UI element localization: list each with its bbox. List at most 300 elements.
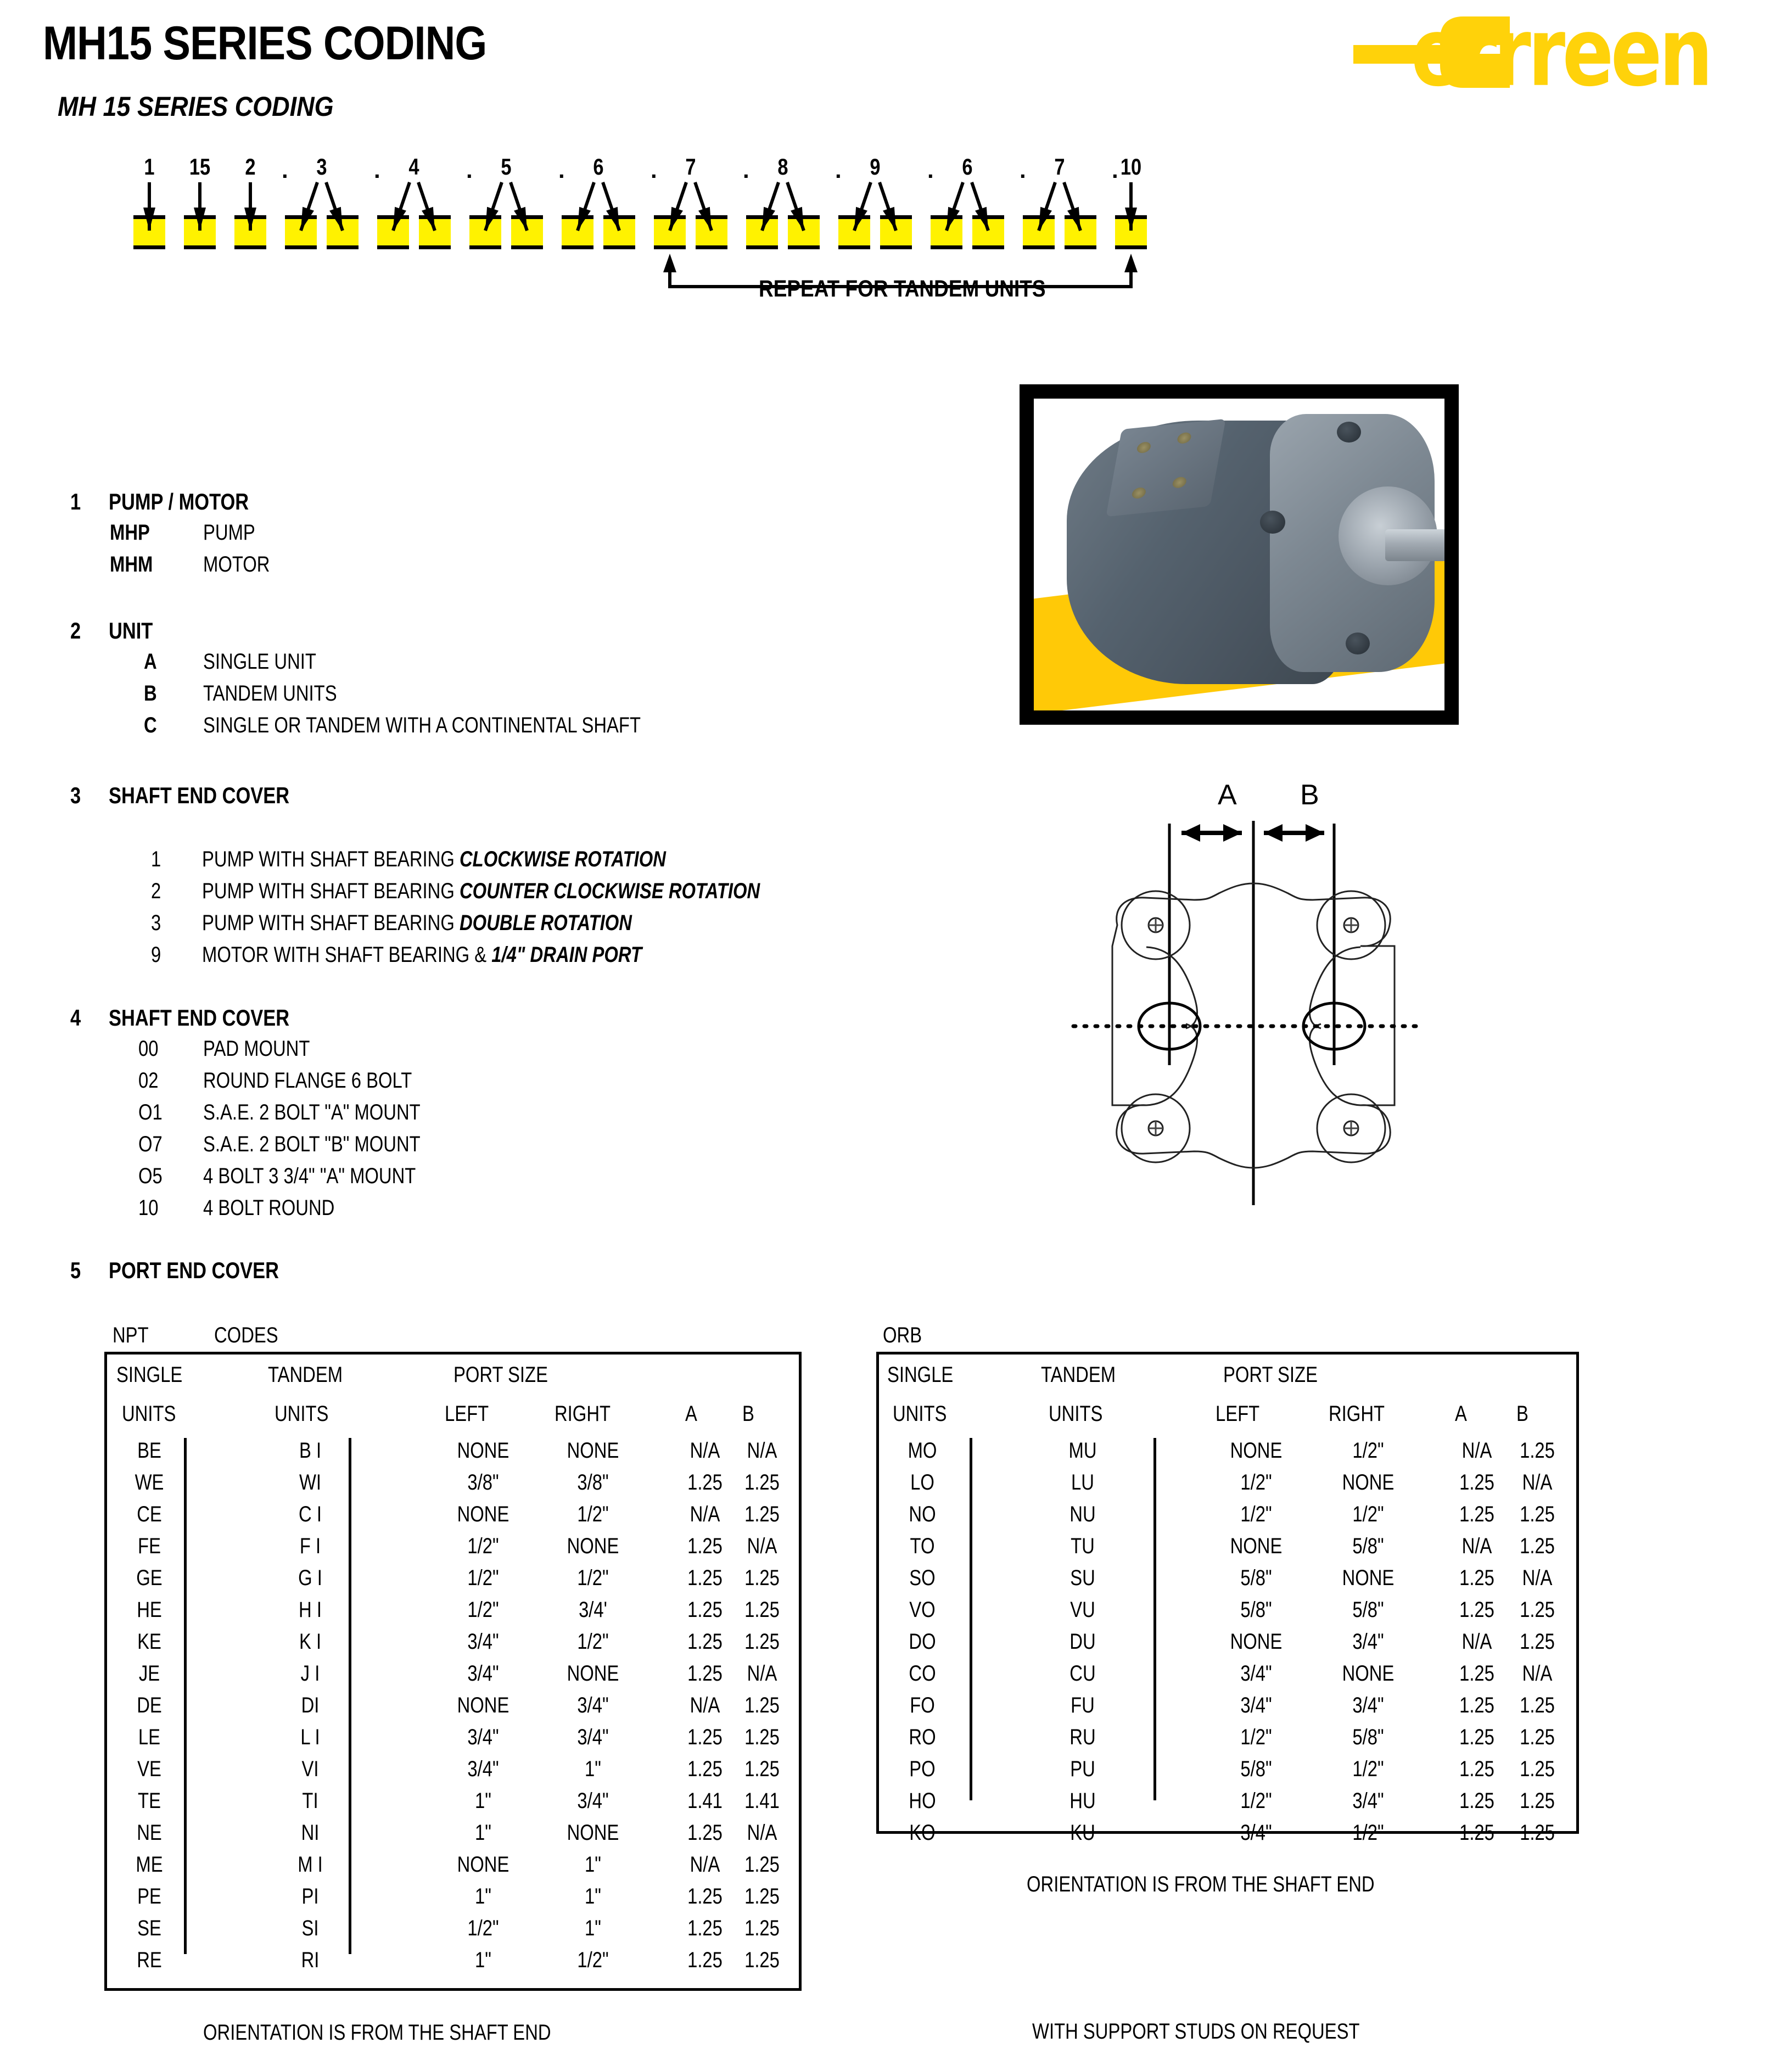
npt-header-single: SINGLE [116,1363,183,1387]
section-4-item-4-text: 4 BOLT 3 3/4" "A" MOUNT [203,1164,416,1188]
section-2-item-2-code: C [144,713,157,737]
npt-cell-tandem: F I [299,1534,321,1558]
coding-group-arrows [1060,180,1202,243]
orb-cell-left: 5/8" [1240,1598,1272,1622]
orb-cell-right: NONE [1342,1566,1395,1590]
section-3-item-1-emph: COUNTER CLOCKWISE ROTATION [459,879,760,903]
npt-cell-b: 1.25 [744,1693,780,1717]
dim-arrow-a-head-left [1181,824,1200,842]
section-4-title: SHAFT END COVER [109,1005,290,1031]
npt-cell-left: 1" [475,1884,491,1908]
npt-cell-tandem: DI [301,1693,320,1717]
orb-cell-single: SO [909,1566,936,1590]
orb-cell-b: 1.25 [1520,1502,1555,1526]
npt-cell-a: N/A [690,1438,720,1463]
section-3-item-3-text [202,943,642,967]
section-3-item-3-plain: MOTOR WITH SHAFT BEARING & [202,943,487,967]
npt-cell-single: WE [135,1470,164,1495]
pump-motor-photo [1020,384,1459,725]
coding-group-label: 6 [593,154,604,180]
orb-header-tandem: TANDEM [1041,1363,1116,1387]
coding-group-label: 5 [501,154,512,180]
photo-bolt-hole-icon [1337,422,1361,443]
orb-header-b: B [1516,1402,1528,1426]
npt-cell-tandem: K I [299,1630,322,1654]
dim-arrow-a-head-right [1223,824,1242,842]
orb-cell-a: N/A [1461,1438,1492,1463]
orb-cell-tandem: HU [1069,1789,1096,1813]
npt-cell-b: 1.25 [744,1502,780,1526]
npt-cell-b: 1.25 [744,1630,780,1654]
npt-cell-right: 3/4" [577,1789,609,1813]
npt-cell-b: 1.25 [744,1725,780,1749]
orb-cell-tandem: PU [1070,1757,1095,1781]
orb-cell-tandem: CU [1069,1661,1096,1686]
npt-cell-a: 1.25 [687,1534,723,1558]
orb-cell-left: 3/4" [1240,1693,1272,1717]
orb-cell-single: NO [909,1502,936,1526]
orb-cell-right: NONE [1342,1470,1395,1495]
section-4-item-4-code: O5 [138,1164,163,1188]
section-4-item-1-code: 02 [138,1068,159,1093]
orb-cell-a: 1.25 [1459,1598,1494,1622]
npt-cell-tandem: TI [302,1789,318,1813]
section-5-number: 5 [70,1257,81,1283]
orb-caption: ORB [883,1323,922,1347]
coding-separator-dot: . [743,157,749,183]
pump-photo-frame [1034,399,1444,710]
orb-cell-b: N/A [1522,1470,1553,1495]
orb-cell-right: 1/2" [1352,1502,1384,1526]
orb-cell-left: 1/2" [1240,1470,1272,1495]
npt-cell-tandem: RI [301,1948,320,1972]
section-3-item-2-text [202,911,632,936]
orb-cell-b: N/A [1522,1566,1553,1590]
npt-header-portsize: PORT SIZE [453,1363,548,1387]
npt-cell-single: CE [137,1502,162,1526]
coding-separator-dot: . [1112,157,1118,183]
port-end-cover-drawing [1043,766,1438,1227]
npt-cell-a: 1.25 [687,1598,723,1622]
npt-cell-left: 3/4" [467,1757,499,1781]
npt-cell-tandem: M I [298,1852,323,1877]
npt-cell-a: N/A [690,1852,720,1877]
orb-cell-b: 1.25 [1520,1693,1555,1717]
section-3-number: 3 [70,782,81,808]
npt-cell-left: 1/2" [467,1534,499,1558]
company-logo [1353,0,1760,108]
section-3-item-3-code: 9 [151,943,161,967]
npt-cell-single: JE [138,1661,160,1686]
npt-cell-right: NONE [567,1438,619,1463]
npt-cell-right: NONE [567,1534,619,1558]
section-1-item-0-code: MHP [110,520,150,545]
repeat-for-tandem-units-label: REPEAT FOR TANDEM UNITS [759,276,1046,302]
npt-cell-tandem: SI [301,1916,319,1940]
npt-cell-single: PE [137,1884,161,1908]
photo-bolt-icon [1136,441,1151,454]
npt-cell-tandem: G I [298,1566,322,1590]
orb-cell-tandem: MU [1068,1438,1097,1463]
section-1-number: 1 [70,489,81,514]
npt-cell-a: 1.25 [687,1725,723,1749]
photo-bolt-icon [1131,487,1146,499]
coding-separator-dot: . [927,157,934,183]
npt-cell-single: FE [138,1534,161,1558]
orb-cell-b: 1.25 [1520,1598,1555,1622]
orb-cell-a: N/A [1461,1630,1492,1654]
npt-cell-right: 3/4" [577,1693,609,1717]
npt-cell-b: 1.25 [744,1598,780,1622]
coding-diagram [0,154,1792,318]
orb-header-left: LEFT [1216,1402,1260,1426]
npt-cell-left: 1/2" [467,1598,499,1622]
npt-caption-right: CODES [214,1323,278,1347]
section-4-item-5-code: 10 [138,1196,159,1220]
orb-cell-single: RO [909,1725,936,1749]
photo-bolt-icon [1177,432,1192,444]
npt-header-units-2: UNITS [275,1402,329,1426]
photo-bolt-icon [1172,477,1187,489]
npt-cell-a: 1.25 [687,1630,723,1654]
section-1-item-1-code: MHM [110,552,153,576]
npt-cell-left: 1" [475,1789,491,1813]
npt-cell-b: 1.25 [744,1470,780,1495]
coding-group-label: 3 [316,154,327,180]
npt-cell-left: 1" [475,1821,491,1845]
npt-cell-left: NONE [457,1502,509,1526]
orb-cell-a: 1.25 [1459,1725,1494,1749]
section-3-item-2-plain: PUMP WITH SHAFT BEARING [202,911,455,935]
npt-cell-a: N/A [690,1502,720,1526]
npt-cell-single: ME [136,1852,163,1877]
npt-cell-tandem: J I [300,1661,320,1686]
section-4-item-0-text: PAD MOUNT [203,1037,310,1061]
section-4-item-5-text: 4 BOLT ROUND [203,1196,335,1220]
npt-cell-a: 1.25 [687,1661,723,1686]
npt-cell-b: N/A [747,1661,777,1686]
coding-separator-dot: . [282,157,288,183]
npt-cell-left: NONE [457,1438,509,1463]
section-4-item-1-text: ROUND FLANGE 6 BOLT [203,1068,412,1093]
coding-group-label: 4 [408,154,419,180]
coding-separator-dot: . [558,157,565,183]
orb-cell-left: 3/4" [1240,1821,1272,1845]
orb-cell-left: 1/2" [1240,1789,1272,1813]
orb-cell-a: 1.25 [1459,1502,1494,1526]
npt-footnote: ORIENTATION IS FROM THE SHAFT END [203,2020,551,2045]
section-4-item-2-text: S.A.E. 2 BOLT "A" MOUNT [203,1100,421,1124]
page-subtitle: MH 15 SERIES CODING [58,91,334,122]
coding-separator-dot: . [466,157,473,183]
npt-caption-left: NPT [113,1323,149,1347]
coding-separator-dot: . [835,157,842,183]
npt-cell-right: 1/2" [577,1502,609,1526]
orb-cell-right: 3/4" [1352,1693,1384,1717]
coding-group-label: 7 [685,154,696,180]
orb-cell-right: NONE [1342,1661,1395,1686]
orb-cell-right: 3/4" [1352,1789,1384,1813]
npt-header-tandem: TANDEM [268,1363,343,1387]
npt-cell-right: 1" [585,1757,601,1781]
orb-cell-a: N/A [1461,1534,1492,1558]
page-title: MH15 SERIES CODING [43,17,487,70]
npt-cell-single: BE [137,1438,161,1463]
photo-bolt-hole-icon [1346,633,1370,654]
npt-cell-a: N/A [690,1693,720,1717]
orb-header-units-2: UNITS [1049,1402,1103,1426]
coding-separator-dot: . [1020,157,1026,183]
section-5-title: PORT END COVER [109,1257,279,1283]
coding-group-label: 2 [245,154,256,180]
npt-cell-a: 1.41 [687,1789,723,1813]
npt-cell-left: 3/4" [467,1630,499,1654]
section-1-title: PUMP / MOTOR [109,489,249,514]
orb-cell-left: 3/4" [1240,1661,1272,1686]
npt-cell-b: 1.25 [744,1948,780,1972]
section-3-item-0-text [202,847,666,872]
npt-cell-tandem: PI [301,1884,319,1908]
orb-cell-b: 1.25 [1520,1757,1555,1781]
orb-header-right: RIGHT [1329,1402,1385,1426]
orb-cell-right: 5/8" [1352,1534,1384,1558]
orb-cell-tandem: KU [1070,1821,1095,1845]
coding-group-label: 15 [189,154,211,180]
npt-header-left: LEFT [445,1402,489,1426]
orb-footnote: ORIENTATION IS FROM THE SHAFT END [1027,1872,1375,1896]
section-3-item-2-emph: DOUBLE ROTATION [459,911,632,935]
orb-cell-single: DO [909,1630,936,1654]
section-2-item-0-code: A [144,650,157,674]
dim-arrow-b-head-left [1264,824,1283,842]
npt-cell-right: NONE [567,1821,619,1845]
orb-cell-single: MO [908,1438,937,1463]
orb-cell-right: 5/8" [1352,1598,1384,1622]
npt-cell-b: N/A [747,1821,777,1845]
npt-cell-right: 3/4' [579,1598,607,1622]
orb-cell-b: N/A [1522,1661,1553,1686]
section-2-item-1-text: TANDEM UNITS [203,681,337,706]
section-3-item-2-code: 3 [151,911,161,935]
coding-group-label: 9 [870,154,881,180]
orb-cell-b: 1.25 [1520,1821,1555,1845]
coding-group-label: 1 [144,154,155,180]
section-2-item-0-text: SINGLE UNIT [203,650,316,674]
npt-cell-right: 1/2" [577,1630,609,1654]
orb-cell-a: 1.25 [1459,1757,1494,1781]
orb-cell-single: FO [910,1693,935,1717]
coding-group-label: 10 [1120,154,1142,180]
npt-cell-single: DE [137,1693,162,1717]
npt-cell-right: NONE [567,1661,619,1686]
orb-cell-tandem: NU [1069,1502,1096,1526]
npt-cell-single: RE [137,1948,162,1972]
section-3-item-1-text [202,879,760,904]
orb-cell-tandem: SU [1070,1566,1095,1590]
orb-header-units-1: UNITS [893,1402,947,1426]
npt-cell-left: 1/2" [467,1916,499,1940]
npt-cell-b: 1.41 [744,1789,780,1813]
orb-cell-right: 5/8" [1352,1725,1384,1749]
orb-vline-2 [1153,1438,1156,1800]
orb-cell-single: HO [909,1789,936,1813]
section-3-item-1-code: 2 [151,879,161,903]
npt-cell-right: 1" [585,1916,601,1940]
section-4-item-0-code: 00 [138,1037,159,1061]
orb-cell-single: VO [909,1598,936,1622]
orb-cell-single: LO [910,1470,934,1495]
npt-cell-left: 3/4" [467,1661,499,1686]
section-4-number: 4 [70,1005,81,1031]
orb-cell-single: KO [909,1821,936,1845]
orb-cell-b: 1.25 [1520,1725,1555,1749]
npt-cell-b: 1.25 [744,1852,780,1877]
npt-cell-right: 1/2" [577,1566,609,1590]
npt-cell-b: 1.25 [744,1916,780,1940]
orb-cell-b: 1.25 [1520,1534,1555,1558]
orb-footnote-bottom: WITH SUPPORT STUDS ON REQUEST [1032,2019,1360,2044]
orb-cell-left: 5/8" [1240,1757,1272,1781]
orb-cell-right: 1/2" [1352,1757,1384,1781]
npt-cell-b: N/A [747,1534,777,1558]
npt-cell-tandem: H I [299,1598,322,1622]
npt-cell-a: 1.25 [687,1757,723,1781]
orb-cell-single: CO [909,1661,936,1686]
section-2-item-2-text: SINGLE OR TANDEM WITH A CONTINENTAL SHAFT [203,713,641,737]
logo-wordmark: errreen [1411,0,1710,108]
orb-vline-1 [970,1438,972,1800]
npt-cell-right: 1" [585,1852,601,1877]
npt-cell-a: 1.25 [687,1470,723,1495]
npt-cell-tandem: VI [301,1757,319,1781]
npt-cell-right: 3/4" [577,1725,609,1749]
orb-cell-b: 1.25 [1520,1789,1555,1813]
orb-cell-a: 1.25 [1459,1470,1494,1495]
npt-cell-right: 1" [585,1884,601,1908]
orb-cell-tandem: VU [1070,1598,1095,1622]
orb-cell-left: NONE [1230,1534,1283,1558]
npt-cell-single: SE [137,1916,161,1940]
npt-cell-tandem: L I [300,1725,320,1749]
orb-cell-left: 5/8" [1240,1566,1272,1590]
section-3-item-3-emph: 1/4" DRAIN PORT [491,943,642,967]
npt-cell-tandem: B I [299,1438,322,1463]
npt-cell-tandem: C I [299,1502,322,1526]
npt-header-b: B [742,1402,754,1426]
npt-header-units-1: UNITS [122,1402,176,1426]
orb-cell-tandem: FU [1071,1693,1095,1717]
orb-cell-b: 1.25 [1520,1630,1555,1654]
section-4-item-2-code: O1 [138,1100,163,1124]
npt-cell-single: VE [137,1757,161,1781]
orb-cell-left: NONE [1230,1630,1283,1654]
section-3-item-0-emph: CLOCKWISE ROTATION [459,847,666,871]
orb-cell-a: 1.25 [1459,1566,1494,1590]
coding-group-label: 8 [777,154,788,180]
orb-cell-left: 1/2" [1240,1502,1272,1526]
npt-cell-b: 1.25 [744,1566,780,1590]
orb-cell-right: 1/2" [1352,1438,1384,1463]
photo-bolt-hole-icon [1260,511,1285,534]
orb-cell-a: 1.25 [1459,1693,1494,1717]
npt-cell-single: LE [138,1725,161,1749]
npt-cell-left: 1" [475,1948,491,1972]
photo-top-pad [1106,419,1225,517]
npt-cell-a: 1.25 [687,1821,723,1845]
npt-header-a: A [685,1402,697,1426]
npt-cell-right: 1/2" [577,1948,609,1972]
orb-cell-b: 1.25 [1520,1438,1555,1463]
coding-group-label: 6 [962,154,973,180]
orb-cell-a: 1.25 [1459,1789,1494,1813]
photo-output-shaft [1385,529,1444,561]
npt-cell-b: N/A [747,1438,777,1463]
orb-cell-a: 1.25 [1459,1821,1494,1845]
section-3-item-0-code: 1 [151,847,161,871]
section-2-title: UNIT [109,618,153,643]
drawing-label-b: B [1300,779,1319,811]
npt-cell-left: 3/8" [467,1470,499,1495]
npt-cell-single: GE [136,1566,163,1590]
npt-cell-a: 1.25 [687,1948,723,1972]
npt-cell-b: 1.25 [744,1757,780,1781]
orb-cell-right: 1/2" [1352,1821,1384,1845]
orb-header-a: A [1455,1402,1467,1426]
section-3-item-1-plain: PUMP WITH SHAFT BEARING [202,879,455,903]
npt-cell-single: NE [137,1821,162,1845]
orb-cell-a: 1.25 [1459,1661,1494,1686]
drawing-label-a: A [1218,779,1237,811]
npt-cell-left: NONE [457,1852,509,1877]
npt-cell-right: 3/8" [577,1470,609,1495]
npt-cell-a: 1.25 [687,1916,723,1940]
npt-cell-single: KE [137,1630,161,1654]
npt-cell-single: HE [137,1598,162,1622]
npt-header-right: RIGHT [555,1402,611,1426]
section-2-item-1-code: B [144,681,157,706]
section-3-item-0-plain: PUMP WITH SHAFT BEARING [202,847,455,871]
coding-separator-dot: . [374,157,380,183]
npt-cell-left: 1/2" [467,1566,499,1590]
npt-cell-tandem: NI [301,1821,320,1845]
section-1-item-0-text: PUMP [203,520,255,545]
npt-cell-left: NONE [457,1693,509,1717]
npt-cell-a: 1.25 [687,1566,723,1590]
orb-cell-right: 3/4" [1352,1630,1384,1654]
orb-cell-tandem: RU [1069,1725,1096,1749]
section-1-item-1-text: MOTOR [203,552,270,576]
section-3-title: SHAFT END COVER [109,782,290,808]
section-4-item-3-text: S.A.E. 2 BOLT "B" MOUNT [203,1132,421,1156]
orb-cell-left: 1/2" [1240,1725,1272,1749]
npt-cell-tandem: WI [299,1470,322,1495]
orb-cell-single: TO [910,1534,935,1558]
section-4-item-3-code: O7 [138,1132,163,1156]
orb-cell-tandem: DU [1069,1630,1096,1654]
coding-group-label: 7 [1054,154,1065,180]
dim-arrow-b-head-right [1306,824,1324,842]
section-2-number: 2 [70,618,81,643]
orb-cell-single: PO [909,1757,936,1781]
npt-cell-single: TE [138,1789,161,1813]
orb-header-single: SINGLE [887,1363,954,1387]
coding-separator-dot: . [651,157,657,183]
orb-header-portsize: PORT SIZE [1223,1363,1318,1387]
orb-cell-tandem: TU [1071,1534,1095,1558]
npt-cell-a: 1.25 [687,1884,723,1908]
orb-cell-tandem: LU [1071,1470,1094,1495]
npt-cell-b: 1.25 [744,1884,780,1908]
